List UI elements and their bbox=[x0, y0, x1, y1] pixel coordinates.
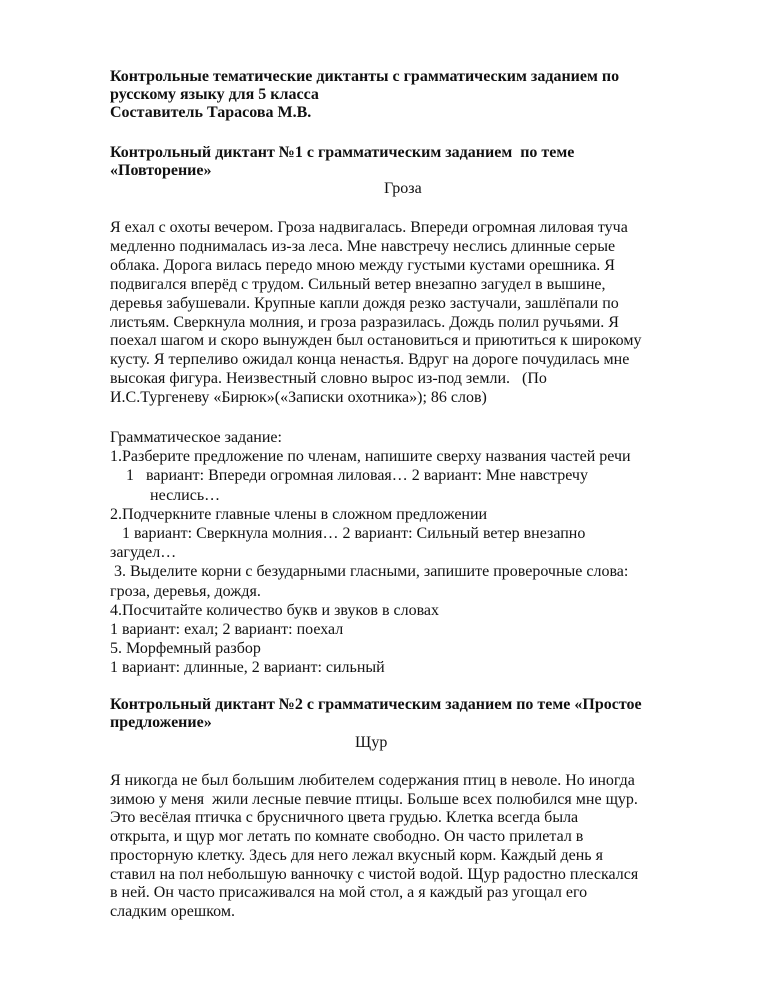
header-line: Составитель Тарасова М.В. bbox=[110, 104, 312, 122]
task-line: 1.Разберите предложение по членам, напишите сверху названия частей речи bbox=[110, 448, 631, 466]
text-line: кусту. Я терпеливо ожидал конца ненастья. Вдруг на дороге почудилась мне bbox=[110, 351, 630, 369]
task-line: 1 вариант: ехал; 2 вариант: поехал bbox=[110, 621, 344, 639]
task-line: 1 вариант: Сверкнула молния… 2 вариант: Сильный ветер внезапно bbox=[110, 525, 586, 543]
task-line: неслись… bbox=[110, 486, 221, 504]
task-line: 4.Посчитайте количество букв и звуков в словах bbox=[110, 601, 440, 619]
text-title: Гроза bbox=[384, 180, 422, 197]
task-line: 5. Морфемный разбор bbox=[110, 640, 261, 658]
dictation-1-heading bbox=[110, 144, 730, 180]
dictation-1-title bbox=[110, 180, 730, 198]
text-line: просторную клетку. Здесь для него лежал вкусный корм. Каждый день я bbox=[110, 846, 603, 864]
heading-line: «Повторение» bbox=[110, 162, 212, 180]
document-header bbox=[110, 68, 730, 123]
task-line: 3. Выделите корни с безударными гласными, запишите проверочные слова: bbox=[110, 563, 629, 581]
text-title: Щур bbox=[355, 734, 388, 751]
header-line: русскому языку для 5 класса bbox=[110, 86, 319, 104]
dictation-1-tasks bbox=[110, 428, 730, 678]
text-line: зимою у меня жили лесные певчие птицы. Больше всех полюбился мне щур. bbox=[110, 790, 638, 808]
text-line: ставил на пол небольшую ванночку с чистой водой. Щур радостно плескался bbox=[110, 865, 639, 883]
text-line: поехал шагом и скоро вынужден был остановиться и приютиться к широкому bbox=[110, 332, 642, 350]
text-line: Я никогда не был большим любителем содержания птиц в неволе. Но иногда bbox=[110, 772, 635, 789]
text-line: в ней. Он часто присаживался на мой стол, а я каждый раз угощал его bbox=[110, 884, 588, 902]
text-line: открыта, и щур мог летать по комнате свободно. Он часто прилетал в bbox=[110, 828, 584, 846]
text-line: Это весёлая птичка с брусничного цвета грудью. Клетка всегда была bbox=[110, 809, 579, 827]
task-line: 1 вариант: длинные, 2 вариант: сильный bbox=[110, 659, 385, 677]
text-line: медленно поднималась из-за леса. Мне навстречу неслись длинные серые bbox=[110, 237, 616, 255]
task-line: гроза, деревья, дождя. bbox=[110, 582, 261, 600]
heading-line: Контрольный диктант №2 с грамматическим заданием по теме «Простое bbox=[110, 696, 642, 713]
text-line: Я ехал с охоты вечером. Гроза надвигалась. Впереди огромная лиловая туча bbox=[110, 219, 628, 236]
text-line: подвигался вперёд с трудом. Сильный ветер внезапно загудел в вышине, bbox=[110, 275, 606, 293]
dictation-2-heading bbox=[110, 696, 730, 732]
task-line: 2.Подчеркните главные члены в сложном предложении bbox=[110, 505, 488, 523]
task-line: Грамматическое задание: bbox=[110, 429, 282, 446]
text-line: высокая фигура. Неизвестный словно вырос из-под земли. (По bbox=[110, 370, 547, 388]
dictation-1-text bbox=[110, 219, 730, 408]
text-line: листьям. Сверкнула молния, и гроза разразилась. Дождь полил ручьями. Я bbox=[110, 313, 619, 331]
text-line: И.С.Тургеневу «Бирюк»(«Записки охотника»); 86 слов) bbox=[110, 389, 487, 407]
header-line: Контрольные тематические диктанты с грамматическим заданием по bbox=[110, 68, 620, 85]
task-line: 1 вариант: Впереди огромная лиловая… 2 вариант: Мне навстречу bbox=[110, 467, 588, 485]
text-line: сладким орешком. bbox=[110, 902, 235, 920]
heading-line: Контрольный диктант №1 с грамматическим заданием по теме bbox=[110, 144, 575, 161]
dictation-2-text bbox=[110, 772, 730, 922]
text-line: деревья забушевали. Крупные капли дождя резко застучали, зашлёпали по bbox=[110, 294, 619, 312]
task-line: загудел… bbox=[110, 544, 177, 562]
dictation-2-title bbox=[110, 734, 730, 752]
text-line: облака. Дорога вилась передо мною между густыми кустами орешника. Я bbox=[110, 256, 615, 274]
heading-line: предложение» bbox=[110, 714, 212, 732]
